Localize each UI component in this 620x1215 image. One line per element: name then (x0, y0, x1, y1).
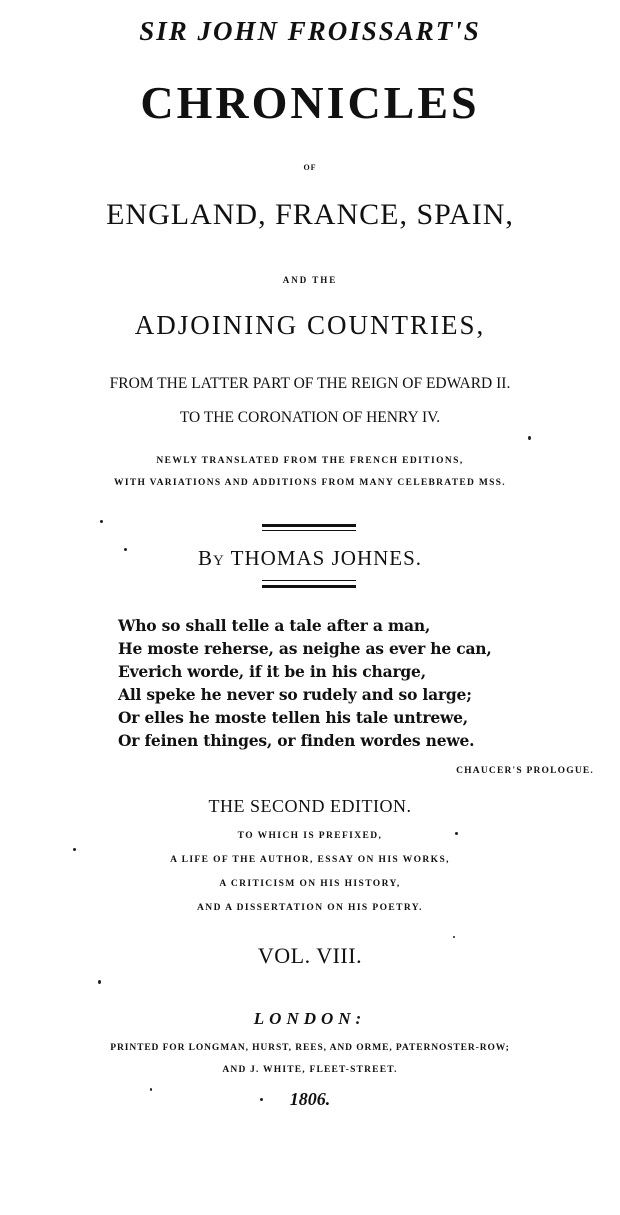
main-title: CHRONICLES (140, 77, 480, 128)
city: LONDON: (253, 1009, 367, 1028)
translation-line-2: WITH VARIATIONS AND ADDITIONS FROM MANY CELEBRATED MSS. (114, 478, 506, 488)
scan-speck (124, 548, 127, 551)
volume: VOL. VIII. (257, 943, 363, 968)
rule-bottom-thick (262, 585, 356, 588)
edition: THE SECOND EDITION. (208, 796, 412, 816)
rule-top-thick (262, 524, 356, 527)
verse-source: CHAUCER'S PROLOGUE. (456, 766, 594, 776)
scan-speck (100, 520, 103, 523)
verse-line: He moste reherse, as neighe as ever he can, (118, 639, 492, 658)
verse-line: Who so shall telle a tale after a man, (118, 616, 431, 635)
period-line-2: TO THE CORONATION OF HENRY IV. (179, 409, 441, 426)
year: 1806. (289, 1089, 331, 1109)
countries-line-1: ENGLAND, FRANCE, SPAIN, (106, 198, 514, 231)
of-word: OF (303, 163, 317, 172)
prefix-line-4: AND A DISSERTATION ON HIS POETRY. (197, 903, 423, 913)
verse-line: Everich worde, if it be in his charge, (118, 662, 426, 681)
rule-top-thin (262, 530, 356, 531)
scan-speck (455, 832, 458, 835)
verse-block (118, 614, 538, 752)
scan-speck (150, 1088, 152, 1091)
prefix-line-3: A CRITICISM ON HIS HISTORY, (219, 879, 401, 889)
printer-line-1: PRINTED FOR LONGMAN, HURST, REES, AND ORME, PATERNOSTER-ROW; (110, 1043, 510, 1053)
scan-speck (528, 436, 531, 440)
translation-line-1: NEWLY TRANSLATED FROM THE FRENCH EDITIONS, (156, 456, 464, 466)
printer-line-2: AND J. WHITE, FLEET-STREET. (222, 1065, 398, 1075)
scan-speck (98, 980, 101, 984)
by-line: By THOMAS JOHNES. (197, 546, 423, 570)
prefix-line-1: TO WHICH IS PREFIXED, (237, 831, 383, 841)
scan-speck (73, 848, 76, 851)
scan-speck (260, 1098, 263, 1101)
scan-speck (453, 936, 455, 938)
author-line: SIR JOHN FROISSART'S (139, 16, 481, 46)
verse-line: All speke he never so rudely and so large; (118, 685, 472, 704)
countries-line-2: ADJOINING COUNTRIES, (134, 310, 486, 340)
rule-bottom-thin (262, 580, 356, 581)
verse-line: Or elles he moste tellen his tale untrewe, (118, 708, 468, 727)
and-the: AND THE (282, 275, 338, 285)
prefix-line-2: A LIFE OF THE AUTHOR, ESSAY ON HIS WORKS, (170, 855, 450, 865)
verse-line: Or feinen thinges, or finden wordes newe. (118, 731, 475, 750)
period-line-1: FROM THE LATTER PART OF THE REIGN OF EDWARD II. (109, 375, 511, 392)
